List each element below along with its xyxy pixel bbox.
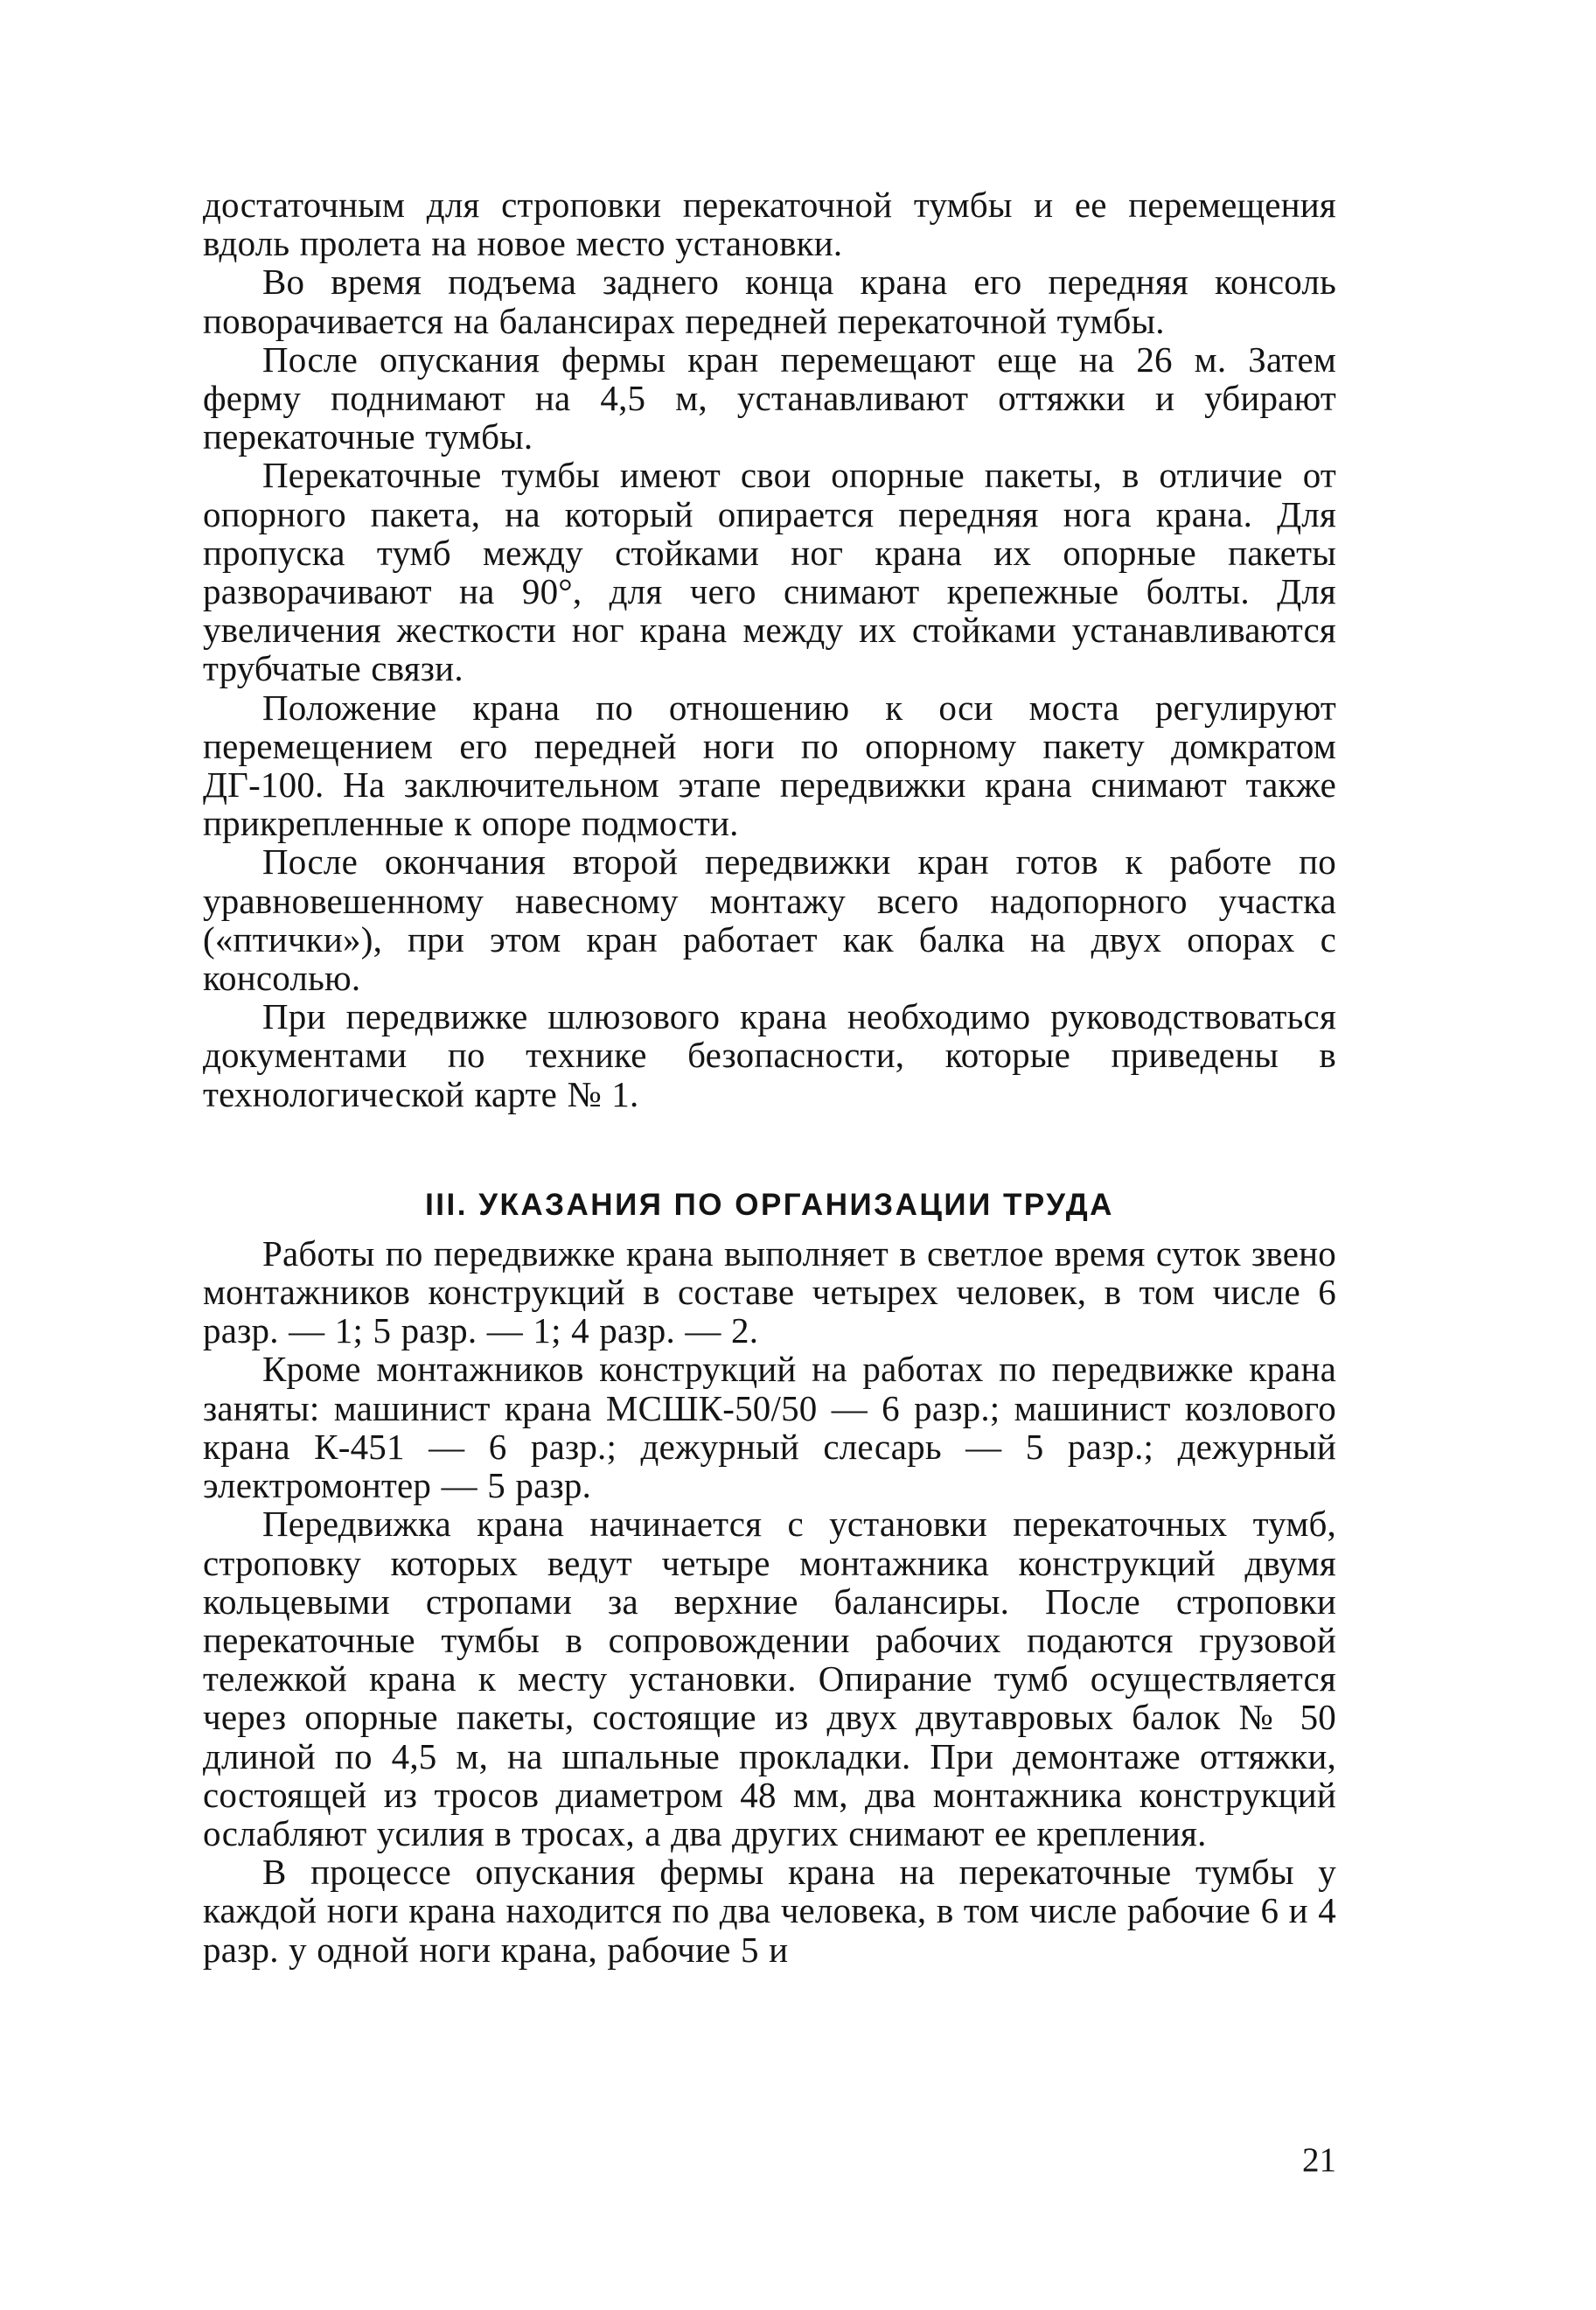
page-number: 21 [1302,2141,1336,2179]
body-paragraph: После окончания второй передвижки кран готов к работе по уравновешенному навесному монтажу всего надопорного участка («птички»), при этом кран работает как балка на двух опорах с консолью. [203,841,1336,999]
body-paragraph: достаточным для строповки перекаточной тумбы и ее перемещения вдоль пролета на новое место установки. [203,185,1336,264]
body-paragraph: После опускания фермы кран перемещают еще на 26 м. Затем ферму поднимают на 4,5 м, устанавливают оттяжки и убирают перекаточные тумбы. [203,338,1336,457]
body-paragraph: В процессе опускания фермы крана на перекаточные тумбы у каждой ноги крана находится по два человека, в том числе рабочие 6 и 4 разр. у одной ноги крана, рабочие 5 и [203,1852,1336,1970]
body-paragraph: Перекаточные тумбы имеют свои опорные пакеты, в отличие от опорного пакета, на который опирается передняя нога крана. Для пропуска тумб между стойками ног крана их опорные пакеты разворачивают на 90°, для чего снимают крепежные болты. Для увеличения жесткости ног крана между их стойками устанавливаются трубчатые связи. [203,455,1336,689]
document-page [203,185,1336,1969]
body-paragraph: Кроме монтажников конструкций на работах по передвижке крана заняты: машинист крана МСШК-50/50 — 6 разр.; машинист козлового крана К-451 — 6 разр.; дежурный слесарь — 5 разр.; дежурный электромонтер — 5 разр. [203,1349,1336,1506]
body-paragraph: Передвижка крана начинается с установки перекаточных тумб, строповку которых ведут четыре монтажника конструкций двумя кольцевыми стропами за верхние балансиры. После строповки перекаточные тумбы в сопровождении рабочих подаются грузовой тележкой крана к месту установки. Опирание тумб осуществляется через опорные пакеты, состоящие из двух двутавровых балок № 50 длиной по 4,5 м, на шпальные прокладки. При демонтаже оттяжки, состоящей из тросов диаметром 48 мм, два монтажника конструкций ослабляют усилия в тросах, а два других снимают ее крепления. [203,1504,1336,1853]
section-heading: III. УКАЗАНИЯ ПО ОРГАНИЗАЦИИ ТРУДА [425,1187,1114,1222]
body-paragraph: Работы по передвижке крана выполняет в светлое время суток звено монтажников конструкций в составе четырех человек, в том числе 6 разр. — 1; 5 разр. — 1; 4 разр. — 2. [203,1232,1336,1351]
body-paragraph: Положение крана по отношению к оси моста регулируют перемещением его передней ноги по опорному пакету домкратом ДГ-100. На заключительном этапе передвижки крана снимают также прикрепленные к опоре подмости. [203,687,1336,844]
body-paragraph: При передвижке шлюзового крана необходимо руководствоваться документами по технике безопасности, которые приведены в технологической карте № 1. [203,996,1336,1114]
body-paragraph: Во время подъема заднего конца крана его передняя консоль поворачивается на балансирах передней перекаточной тумбы. [203,262,1336,341]
